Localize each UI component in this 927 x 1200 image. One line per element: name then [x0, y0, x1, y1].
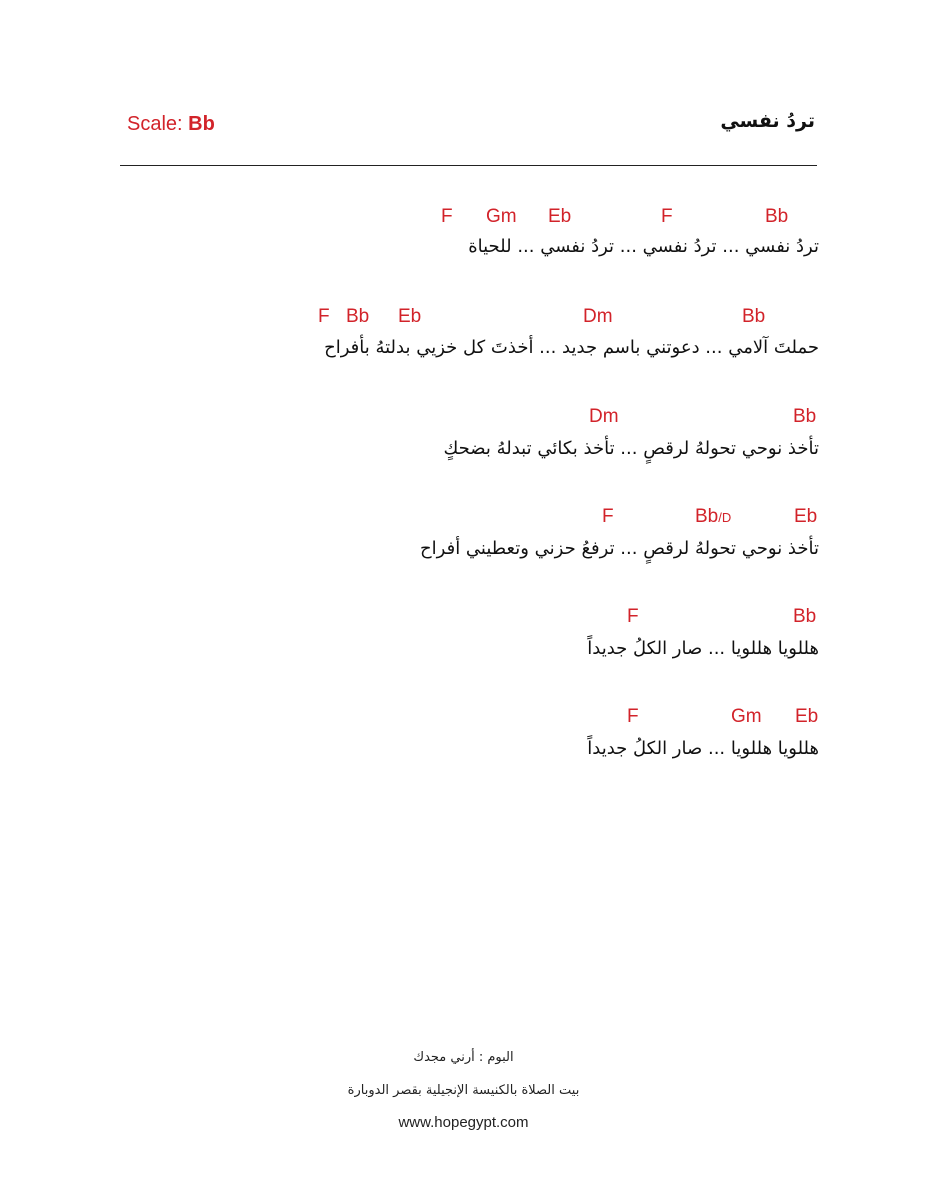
chord: F	[318, 306, 330, 327]
song-title: تردُ نفسي	[720, 110, 815, 132]
chord: Gm	[486, 206, 517, 227]
chord-bass: /D	[718, 510, 732, 525]
chord: F	[602, 506, 614, 527]
chord: F	[627, 706, 639, 727]
chord: F	[441, 206, 453, 227]
chord: Eb	[795, 706, 819, 727]
lyric-line: تأخذ نوحي تحولهُ لرقصٍ ... ترفعُ حزني وتعطيني أفراح	[420, 538, 819, 559]
scale-indicator	[127, 113, 215, 136]
chord: F	[661, 206, 673, 227]
lyric-line: هللويا هللويا ... صار الكلُ جديداً	[587, 638, 819, 659]
chord: Dm	[583, 306, 613, 327]
footer-album: البوم : أرني مجدك	[413, 1050, 514, 1065]
chord: Eb	[548, 206, 572, 227]
chord: Dm	[589, 406, 619, 427]
title-divider	[120, 165, 817, 166]
chord: Bb	[793, 606, 817, 627]
lyric-line: حملتَ آلامي ... دعوتني باسم جديد ... أخذتَ كل خزيي بدلتهُ بأفراح	[324, 337, 819, 358]
footer-church: بيت الصلاة بالكنيسة الإنجيلية بقصر الدوبارة	[347, 1083, 580, 1098]
lyric-line: تأخذ نوحي تحولهُ لرقصٍ ... تأخذ بكائي تبدلهُ بضحكٍ	[443, 438, 819, 459]
chord: Bb	[742, 306, 766, 327]
chord-root: Bb	[695, 506, 719, 527]
chord: Bb	[346, 306, 370, 327]
chord: Eb	[794, 506, 818, 527]
footer-website-link[interactable]: www.hopegypt.com	[398, 1114, 529, 1131]
chord: Bb	[793, 406, 817, 427]
chord: Eb	[398, 306, 422, 327]
chord: F	[627, 606, 639, 627]
lyric-line: تردُ نفسي ... تردُ نفسي ... تردُ نفسي ... للحياة	[468, 236, 819, 257]
chord: Gm	[731, 706, 762, 727]
scale-value: Bb	[188, 113, 215, 135]
lyric-line: هللويا هللويا ... صار الكلُ جديداً	[587, 738, 819, 759]
scale-label: Scale:	[127, 113, 189, 135]
chord: Bb	[765, 206, 789, 227]
chord	[695, 507, 731, 528]
